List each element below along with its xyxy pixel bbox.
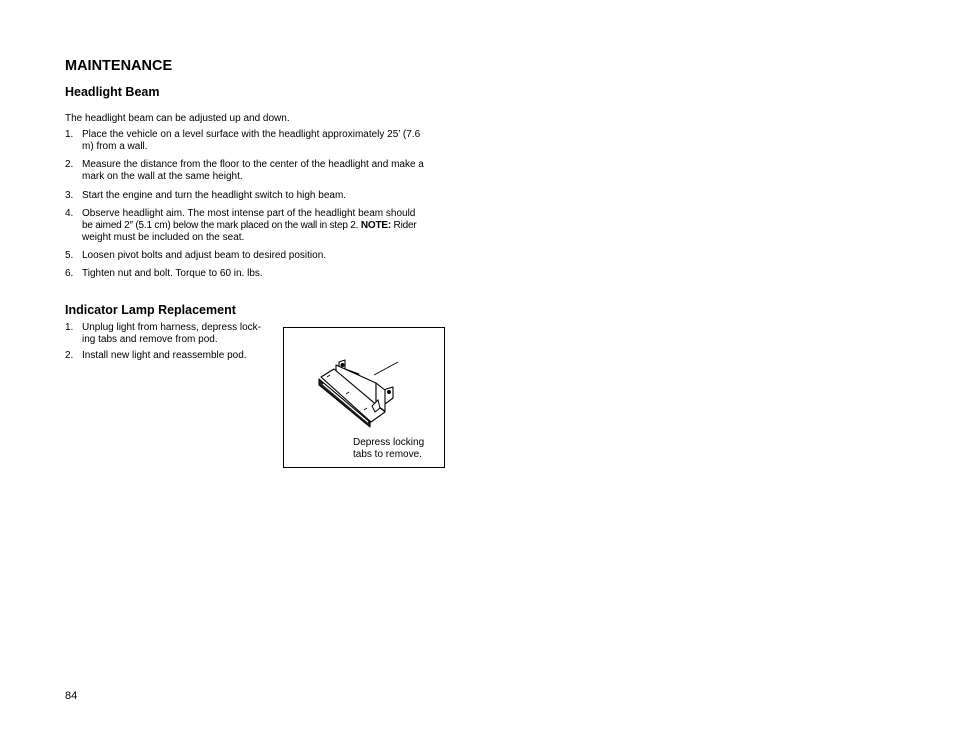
step-number: 2. xyxy=(65,350,74,361)
step-line: Measure the distance from the floor to the center of the headlight and make a xyxy=(82,159,424,170)
indicator-lamp-figure xyxy=(283,327,445,468)
note-label: NOTE: xyxy=(360,220,391,231)
headlight-beam-heading: Headlight Beam xyxy=(65,85,160,99)
headlight-step-4 xyxy=(65,208,416,244)
step-number: 3. xyxy=(65,190,74,201)
headlight-step-5 xyxy=(65,250,326,262)
step-line: weight must be included on the seat. xyxy=(82,232,245,243)
section-title: MAINTENANCE xyxy=(65,58,173,74)
step-line: m) from a wall. xyxy=(82,141,148,152)
step-line: Observe headlight aim. The most intense part of the headlight beam should xyxy=(82,208,416,219)
step-line: Tighten nut and bolt. Torque to 60 in. lbs. xyxy=(82,268,263,279)
step-line: Install new light and reassemble pod. xyxy=(82,350,247,361)
page-number: 84 xyxy=(65,690,78,702)
headlight-step-2 xyxy=(65,159,424,183)
indicator-lamp-heading: Indicator Lamp Replacement xyxy=(65,303,236,317)
step-line-with-note xyxy=(82,220,416,232)
headlight-beam-intro: The headlight beam can be adjusted up and down. xyxy=(65,113,290,124)
step-line: be aimed 2″ (5.1 cm) below the mark placed on the wall in step 2. xyxy=(82,220,359,231)
step-line: Unplug light from harness, depress lock- xyxy=(82,322,261,333)
step-number: 1. xyxy=(65,129,74,140)
headlight-step-1 xyxy=(65,129,420,153)
note-text: Rider xyxy=(393,220,417,231)
step-number: 6. xyxy=(65,268,74,279)
step-line: Loosen pivot bolts and adjust beam to desired position. xyxy=(82,250,327,261)
headlight-step-3 xyxy=(65,190,346,202)
step-number: 1. xyxy=(65,322,74,333)
step-number: 4. xyxy=(65,208,74,219)
step-number: 2. xyxy=(65,159,74,170)
indicator-step-1 xyxy=(65,322,261,346)
indicator-step-2 xyxy=(65,350,247,362)
step-line: mark on the wall at the same height. xyxy=(82,171,243,182)
step-number: 5. xyxy=(65,250,74,261)
step-line: Start the engine and turn the headlight switch to high beam. xyxy=(82,190,347,201)
headlight-step-6 xyxy=(65,268,263,280)
step-line: ing tabs and remove from pod. xyxy=(82,334,218,345)
step-line: Place the vehicle on a level surface with the headlight approximately 25’ (7.6 xyxy=(82,129,421,140)
callout-line: tabs to remove. xyxy=(353,449,422,460)
callout-line: Depress locking xyxy=(353,437,425,448)
figure-callout xyxy=(353,437,424,461)
